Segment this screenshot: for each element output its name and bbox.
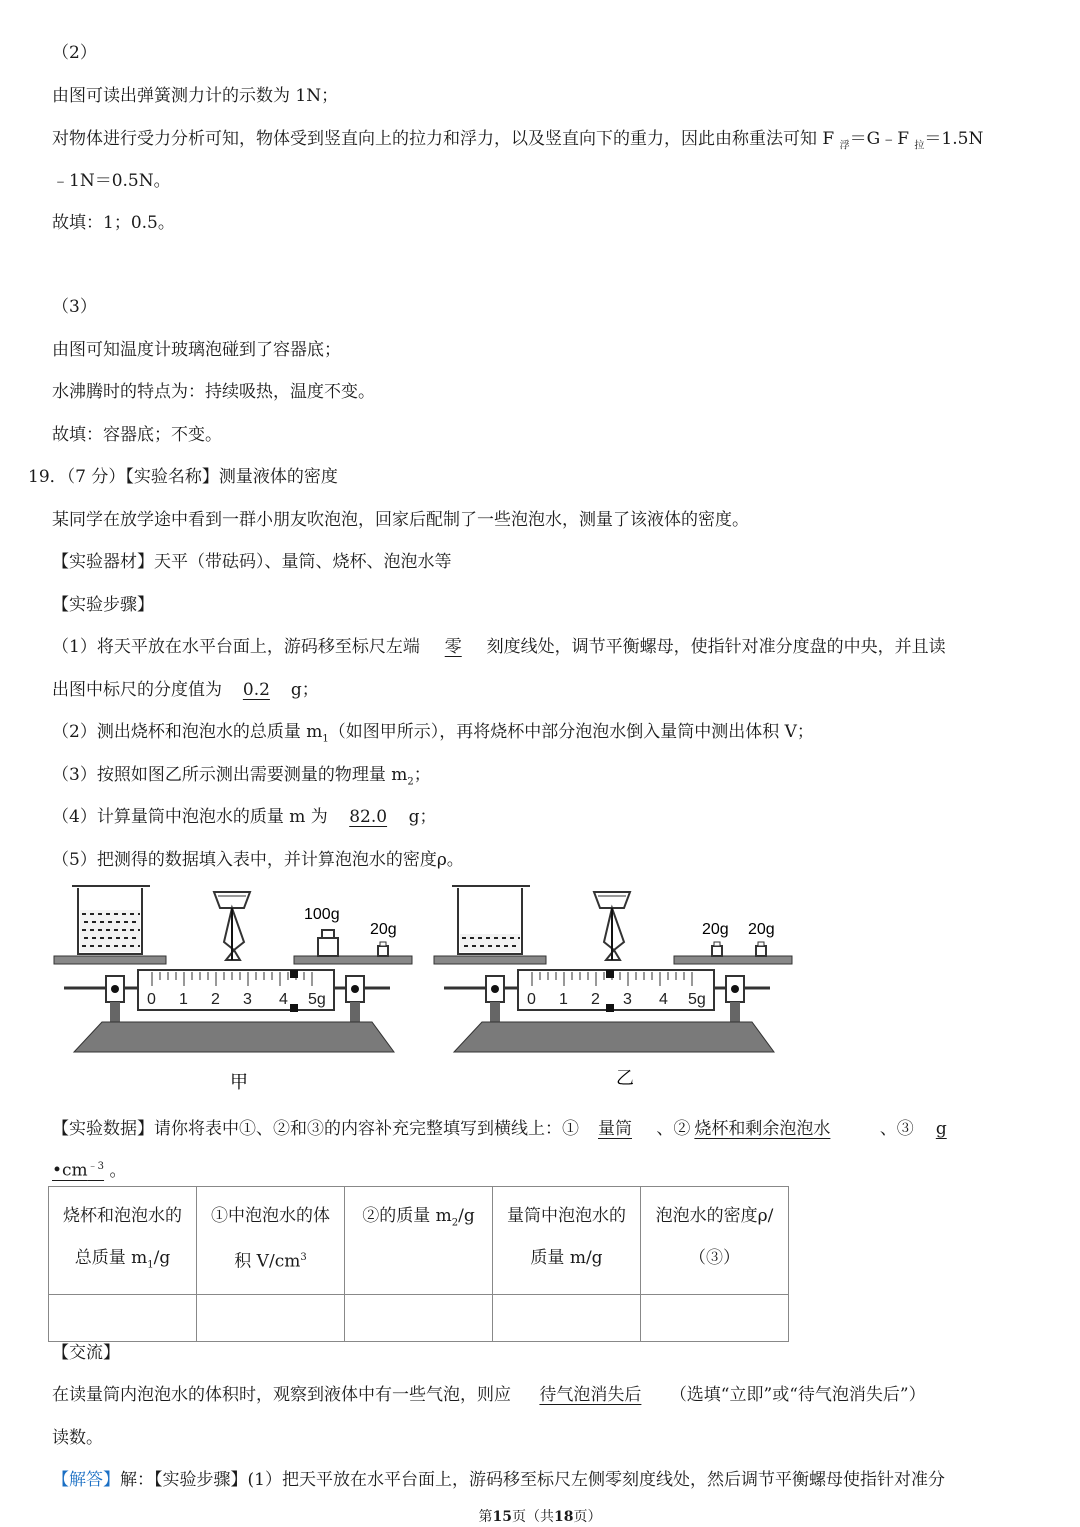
data-fill-line-cont: $•cm^{﹣3}$ 。: [52, 1156, 126, 1181]
q19-step1: （1）将天平放在水平台面上，游码移至标尺左端 零 刻度线处，调节平衡螺母，使指针对准分度盘的中央，并且读: [52, 632, 946, 657]
part2-number: （2）: [52, 43, 97, 63]
scale-0: 0: [147, 991, 156, 1008]
q19-title: 19．（7 分）【实验名称】测量液体的密度: [28, 467, 338, 487]
data-table: [48, 1186, 789, 1342]
scale-4: 4: [279, 991, 288, 1008]
answer-unit-g: g: [935, 1119, 947, 1139]
col-mass-m: 量筒中泡泡水的 质量 m/g: [493, 1187, 641, 1295]
part2-line3: ﹣1N＝0.5N。: [52, 171, 171, 191]
solution-tag: 【解答】: [52, 1470, 120, 1490]
part3-line2: 水沸腾时的特点为：持续吸热，温度不变。: [52, 382, 375, 402]
part2-line4: 故填：1；0.5。: [52, 213, 175, 233]
q19-steps-title: 【实验步骤】: [52, 595, 154, 615]
page-footer: 第15页（共18页）: [478, 1509, 602, 1525]
weight-20g-label: 20g: [370, 921, 397, 938]
weight-20g-label-b: 20g: [748, 921, 775, 938]
balance-right: [434, 886, 792, 1089]
exchange-line: 在读量筒内泡泡水的体积时，观察到液体中有一些气泡，则应 待气泡消失后 （选填“立即”或“待气泡消失后”）: [52, 1380, 926, 1405]
label-yi: 乙: [616, 1068, 634, 1089]
table-cell: [49, 1295, 197, 1342]
col-mass-m2: ②的质量 $m_2/g$: [345, 1187, 493, 1295]
q19-step3: （3）按照如图乙所示测出需要测量的物理量 $m_2$；: [52, 765, 431, 788]
scale-2-r: 2: [591, 991, 600, 1008]
solution-line: 【解答】解：【实验步骤】(1）把天平放在水平台面上，游码移至标尺左侧零刻度线处，然后调节平衡螺母使指针对准分: [52, 1470, 945, 1490]
table-cell: [345, 1295, 493, 1342]
balance-figure: [50, 880, 810, 1090]
q19-step1-cont: 出图中标尺的分度值为 0.2 g；: [52, 680, 319, 700]
scale-3: 3: [243, 991, 252, 1008]
part2-line2: 对物体进行受力分析可知，物体受到竖直向上的拉力和浮力，以及竖直向下的重力，因此由称重法可知 F $_浮$＝G﹣F $_拉$＝1.5N: [52, 129, 984, 152]
exchange-line-cont: 读数。: [52, 1428, 103, 1448]
data-fill-line: 【实验数据】请你将表中①、②和③的内容补充完整填写到横线上：① 量筒 、② 烧杯和剩余泡泡水 、③ g: [52, 1114, 951, 1139]
weight-20g-label-a: 20g: [702, 921, 729, 938]
col-total-mass: 烧杯和泡泡水的 总质量 $m_1/g$: [49, 1187, 197, 1295]
q19-step5: （5）把测得的数据填入表中，并计算泡泡水的密度ρ。: [52, 850, 464, 870]
answer-remaining: 烧杯和剩余泡泡水: [694, 1119, 831, 1139]
q19-equipment: 【实验器材】天平（带砝码）、量筒、烧杯、泡泡水等: [52, 552, 452, 572]
part2-line1: 由图可读出弹簧测力计的示数为 1N；: [52, 86, 339, 106]
exchange-title: 【交流】: [52, 1343, 120, 1363]
label-jia: 甲: [230, 1072, 248, 1090]
scale-5g: 5g: [308, 991, 326, 1008]
balance-left: [54, 886, 412, 1090]
table-cell: [493, 1295, 641, 1342]
col-density: 泡泡水的密度ρ/ （③）: [641, 1187, 789, 1295]
scale-1: 1: [179, 991, 188, 1008]
table-cell: [197, 1295, 345, 1342]
q19-step4: （4）计算量筒中泡泡水的质量 m 为 82.0 g；: [52, 807, 437, 827]
scale-3-r: 3: [623, 991, 632, 1008]
q19-step2: （2）测出烧杯和泡泡水的总质量 $m_1$（如图甲所示），再将烧杯中部分泡泡水倒入量筒中测出体积 V；: [52, 722, 814, 745]
part3-line3: 故填：容器底；不变。: [52, 425, 222, 445]
answer-zero: 零: [444, 637, 462, 657]
answer-unit-cm: $•cm^{﹣3}$: [52, 1161, 105, 1181]
scale-1-r: 1: [559, 991, 568, 1008]
scale-2: 2: [211, 991, 220, 1008]
scale-5g-r: 5g: [688, 991, 706, 1008]
part3-line1: 由图可知温度计玻璃泡碰到了容器底；: [52, 340, 341, 360]
weight-100g-label: 100g: [304, 906, 340, 923]
answer-cylinder: 量筒: [598, 1119, 632, 1139]
table-cell: [641, 1295, 789, 1342]
scale-0-r: 0: [527, 991, 536, 1008]
q19-intro: 某同学在放学途中看到一群小朋友吹泡泡，回家后配制了一些泡泡水，测量了该液体的密度。: [52, 510, 749, 530]
answer-wait: 待气泡消失后: [539, 1385, 642, 1405]
answer-division: 0.2: [242, 680, 270, 700]
scale-4-r: 4: [659, 991, 668, 1008]
answer-mass: 82.0: [349, 807, 388, 827]
part3-number: （3）: [52, 297, 97, 317]
col-volume: ①中泡泡水的体 积 $V/cm^3$: [197, 1187, 345, 1295]
